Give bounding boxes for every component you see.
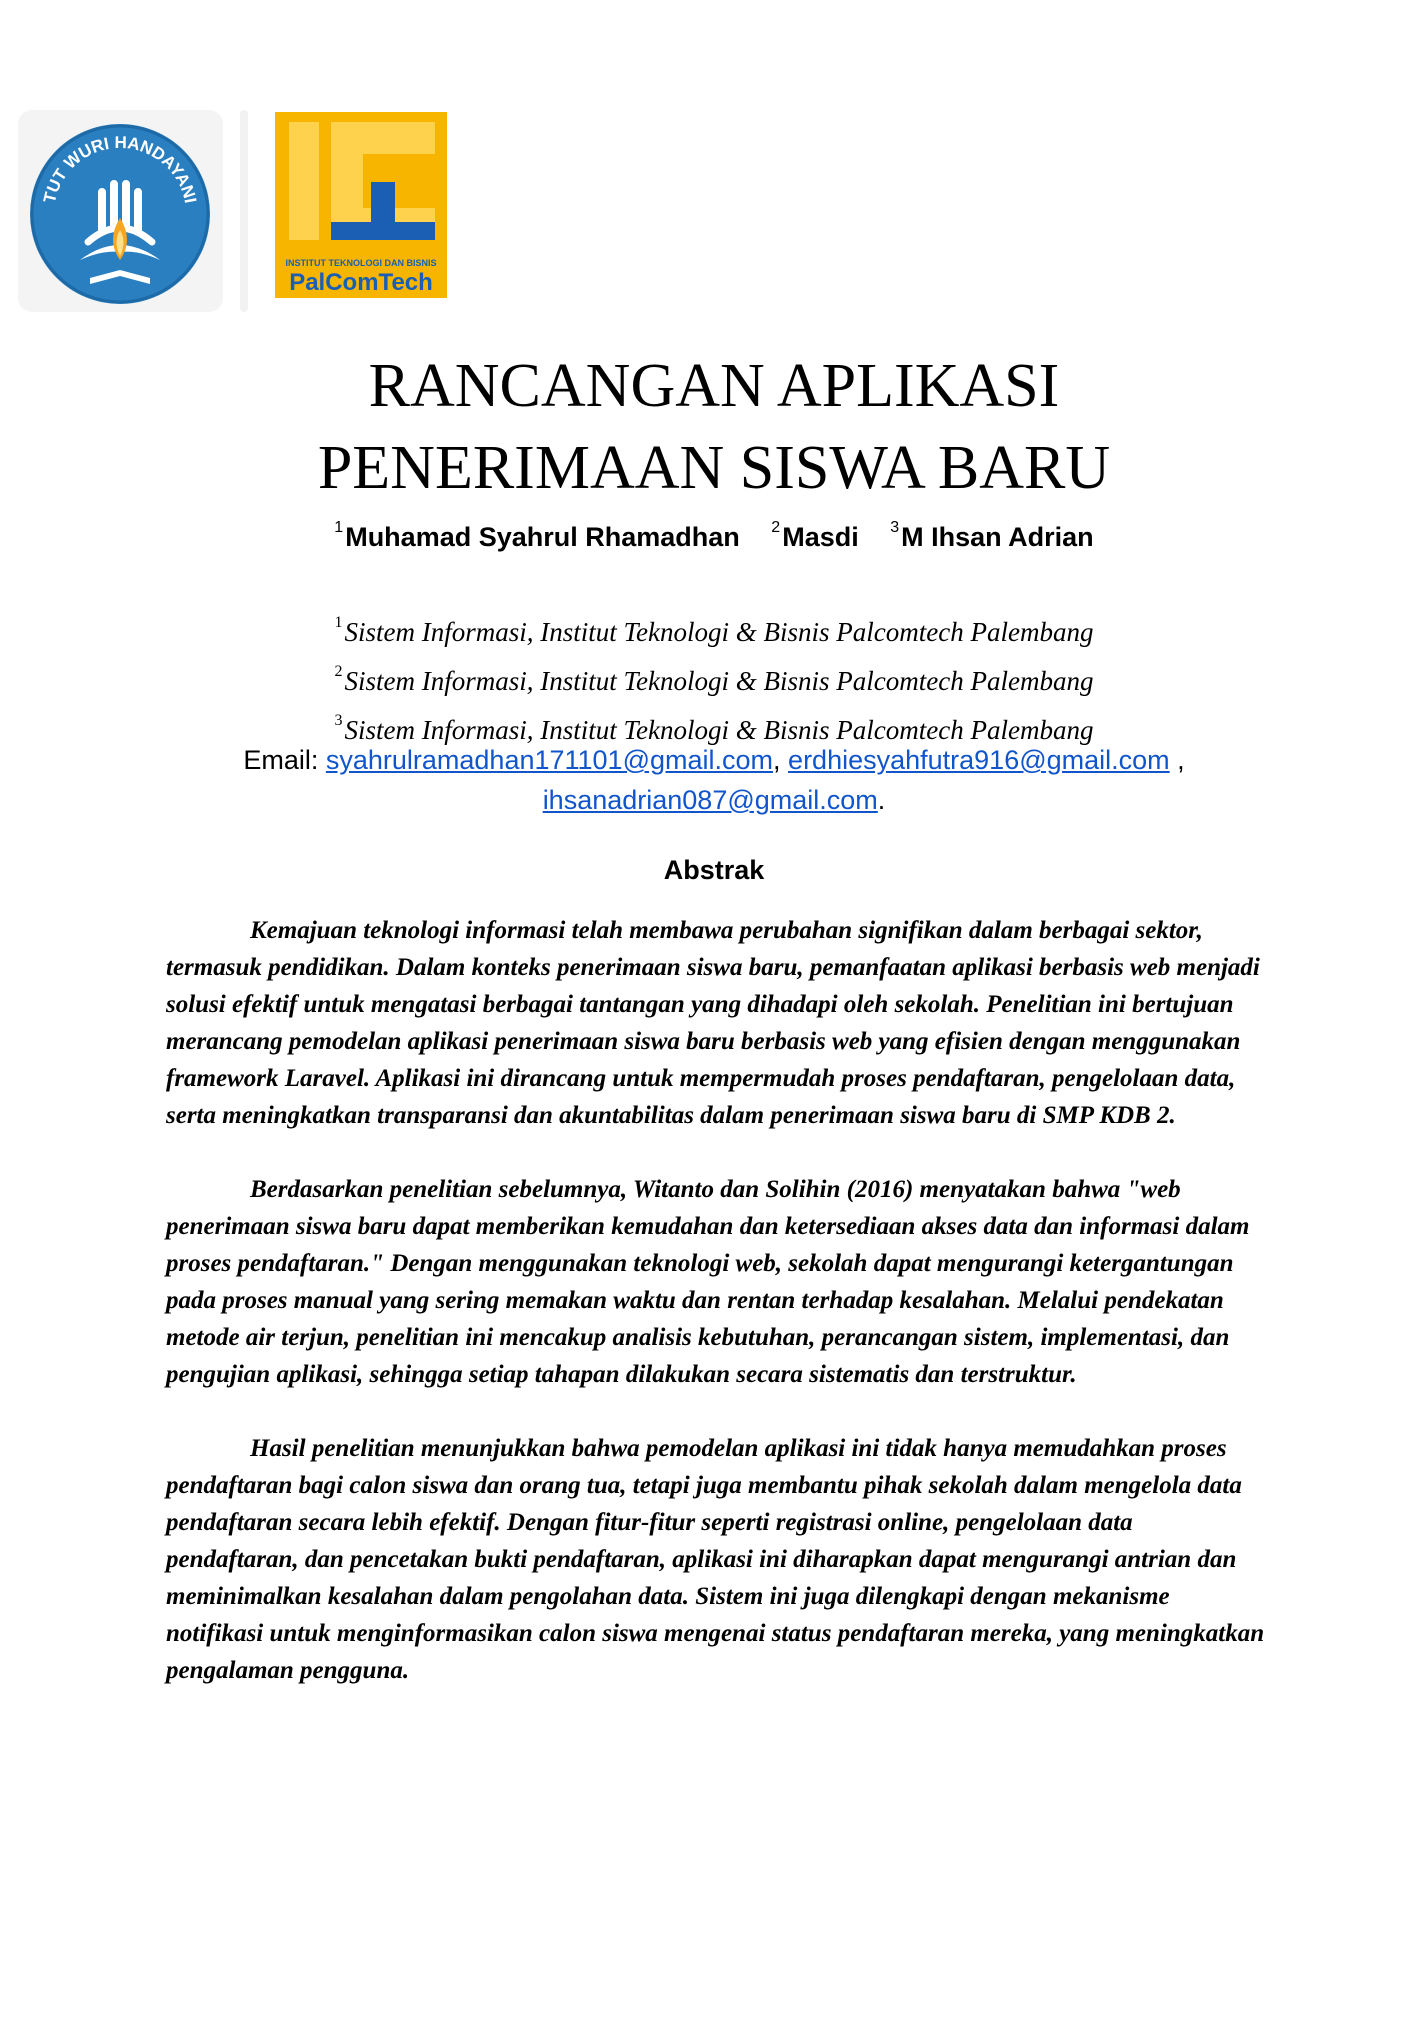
logo-divider [240,110,248,312]
abstract-paragraph: Hasil penelitian menunjukkan bahwa pemodelan aplikasi ini tidak hanya memudahkan proses pendaftaran bagi calon siswa dan orang tua, tetapi juga membantu pihak sekolah dalam mengelola data pendaftaran secara lebih efektif. Dengan fitur-fitur seperti registrasi online, pengelolaan data pendaftaran, dan pencetakan bukti pendaftaran, aplikasi ini diharapkan dapat mengurangi antrian dan meminimalkan kesalahan dalam pengolahan data. Sistem ini juga dilengkapi dengan mekanisme notifikasi untuk menginformasikan calon siswa mengenai status pendaftaran mereka, yang meningkatkan pengalaman pengguna. [166,1435,1265,1684]
email-link[interactable]: erdhiesyahfutra916@gmail.com [788,745,1170,775]
email-link[interactable]: syahrulramadhan171101@gmail.com [325,745,774,775]
abstract-paragraph: Kemajuan teknologi informasi telah membawa perubahan signifikan dalam berbagai sektor, termasuk pendidikan. Dalam konteks penerimaan siswa baru, pemanfaatan aplikasi berbasis web menjadi solusi efektif untuk mengatasi berbagai tantangan yang dihadapi oleh sekolah. Penelitian ini bertujuan merancang pemodelan aplikasi penerimaan siswa baru berbasis web yang efisien dengan menggunakan framework Laravel. Aplikasi ini dirancang untuk mempermudah proses pendaftaran, pengelolaan data, serta meningkatkan transparansi dan akuntabilitas dalam penerimaan siswa baru di SMP KDB 2. [166,917,1260,1129]
affiliation-text: Sistem Informasi, Institut Teknologi & Bisnis Palcomtech Palembang [344,617,1094,647]
author-number: 2 [771,519,781,536]
ict-logo-name: PalComTech [289,269,433,296]
affiliation [0,598,1428,647]
author-number: 3 [890,519,900,536]
svg-text:TUT WURI HANDAYANI: TUT WURI HANDAYANI [39,132,201,205]
affiliation [0,696,1428,745]
author-list [0,508,1428,557]
title-line: RANCANGAN APLIKASI [368,352,1060,420]
affiliation-text: Sistem Informasi, Institut Teknologi & Bisnis Palcomtech Palembang [344,715,1094,745]
author [771,519,859,552]
ict-logo-top-text: INSTITUT TEKNOLOGI DAN BISNIS [285,258,437,268]
email-end: . [877,785,886,815]
title-line: PENERIMAAN SISWA BARU [317,434,1111,502]
tut-wuri-emblem-icon [18,110,223,312]
abstract-heading: Abstrak [663,855,765,885]
abstract-body [166,912,1266,1726]
author [890,519,1094,552]
email-line-1 [0,740,1428,780]
author [334,519,740,552]
email-separator: , [773,745,781,775]
affiliation [0,647,1428,696]
email-label: Email: [243,745,319,775]
email-link[interactable]: ihsanadrian087@gmail.com [542,785,878,815]
affiliation-list [0,598,1428,745]
author-name: Muhamad Syahrul Rhamadhan [345,522,740,552]
affiliation-number: 3 [334,712,343,729]
author-name: M Ihsan Adrian [901,522,1094,552]
abstract-paragraph: Berdasarkan penelitian sebelumnya, Witanto dan Solihin (2016) menyatakan bahwa "web penerimaan siswa baru dapat memberikan kemudahan dan ketersediaan akses data dan informasi dalam proses pendaftaran." Dengan menggunakan teknologi web, sekolah dapat mengurangi ketergantungan pada proses manual yang sering memakan waktu dan rentan terhadap kesalahan. Melalui pendekatan metode air terjun, penelitian ini mencakup analisis kebutuhan, perancangan sistem, implementasi, dan pengujian aplikasi, sehingga setiap tahapan dilakukan secara sistematis dan terstruktur. [166,1176,1250,1388]
author-number: 1 [334,519,344,536]
email-separator: , [1169,745,1185,775]
email-line-2 [0,780,1428,820]
tut-wuri-handayani-logo [18,110,223,312]
affiliation-number: 2 [334,663,343,680]
email-block [0,740,1428,820]
author-name: Masdi [782,522,859,552]
affiliation-text: Sistem Informasi, Institut Teknologi & Bisnis Palcomtech Palembang [344,666,1094,696]
page-title [0,345,1428,509]
palcomtech-ict-logo [275,112,447,298]
affiliation-number: 1 [334,614,343,631]
ict-palcomtech-icon [275,112,447,298]
